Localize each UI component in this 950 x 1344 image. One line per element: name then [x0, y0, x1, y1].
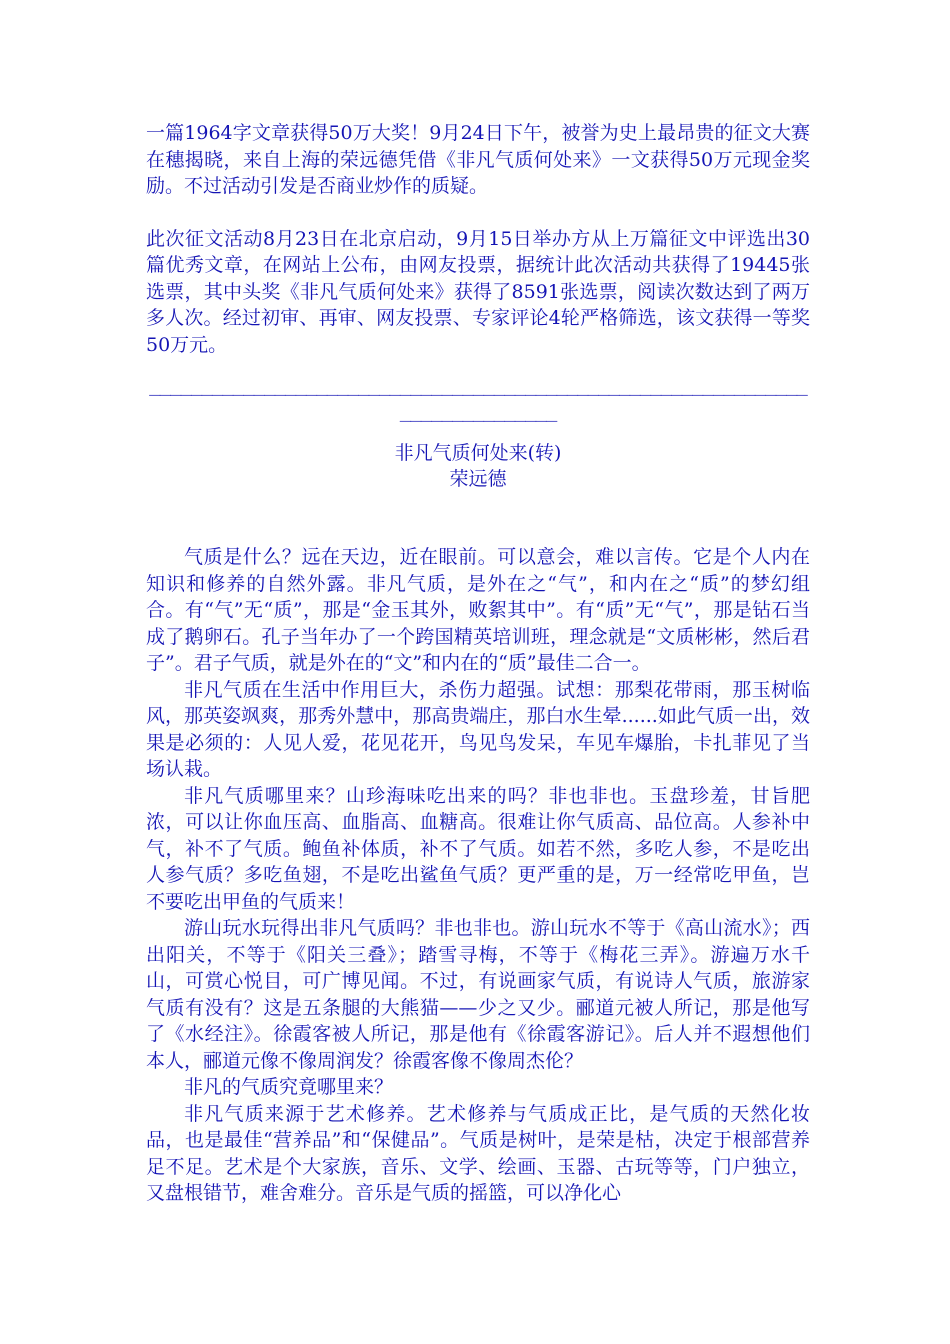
- article-paragraph: 气质是什么？远在天边，近在眼前。可以意会，难以言传。它是个人内在知识和修养的自然外露。非凡气质，是外在之“气”，和内在之“质”的梦幻组合。有“气”无“质”，那是“金玉其外，败絮其中”。有“质”无“气”，那是钻石当成了鹅卵石。孔子当年办了一个跨国精英培训班，理念就是“文质彬彬，然后君子”。君子气质，就是外在的“文”和内在的“质”最佳二合一。: [146, 546, 810, 674]
- separator-line: ______________________________________________________________________________: [149, 374, 807, 422]
- document-page: [146, 120, 810, 1207]
- article-body: [146, 544, 810, 1207]
- article-author: 荣远德: [449, 468, 507, 490]
- article-paragraph: 游山玩水玩得出非凡气质吗？非也非也。游山玩水不等于《高山流水》；西出阳关，不等于《阳关三叠》；踏雪寻梅，不等于《梅花三弄》。游遍万水千山，可赏心悦目，可广博见闻。不过，有说画家气质，有说诗人气质，旅游家气质有没有？这是五条腿的大熊猫——少之又少。郦道元被人所记，那是他写了《水经注》。徐霞客被人所记，那是他有《徐霞客游记》。后人并不遐想他们本人，郦道元像不像周润发？徐霞客像不像周杰伦？: [146, 917, 810, 1072]
- article-paragraph: 非凡的气质究竟哪里来？: [184, 1076, 394, 1098]
- intro-paragraph: 此次征文活动8月23日在北京启动，9月15日举办方从上万篇征文中评选出30篇优秀文章，在网站上公布，由网友投票，据统计此次活动共获得了19445张选票，其中头奖《非凡气质何处来》获得了8591张选票，阅读次数达到了两万多人次。经过初审、再审、网友投票、专家评论4轮严格筛选，该文获得一等奖50万元。: [146, 227, 810, 356]
- article-paragraph: 非凡气质来源于艺术修养。艺术修养与气质成正比，是气质的天然化妆品，也是最佳“营养品”和“保健品”。气质是树叶，是荣是枯，决定于根部营养足不足。艺术是个大家族，音乐、文学、绘画、玉器、古玩等等，门户独立，又盘根错节，难舍难分。音乐是气质的摇篮，可以净化心: [146, 1102, 810, 1204]
- article-title: 非凡气质何处来(转): [394, 442, 562, 464]
- article-paragraph: 非凡气质哪里来？山珍海味吃出来的吗？非也非也。玉盘珍羞，甘旨肥浓，可以让你血压高、血脂高、血糖高。很难让你气质高、品位高。人参补中气，补不了气质。鲍鱼补体质，补不了气质。如若不然，多吃人参，不是吃出人参气质？多吃鱼翅，不是吃出鲨鱼气质？更严重的是，万一经常吃甲鱼，岂不要吃出甲鱼的气质来！: [146, 784, 810, 913]
- intro-paragraph: 一篇1964字文章获得50万大奖！9月24日下午，被誉为史上最昂贵的征文大赛在穗揭晓，来自上海的荣远德凭借《非凡气质何处来》一文获得50万元现金奖励。不过活动引发是否商业炒作的质疑。: [146, 122, 810, 197]
- news-intro: [146, 120, 810, 358]
- article-paragraph: 非凡气质在生活中作用巨大，杀伤力超强。试想：那梨花带雨，那玉树临风，那英姿飒爽，那秀外慧中，那高贵端庄，那白水生晕......如此气质一出，效果是必须的：人见人爱，花见花开，鸟见鸟发呆，车见车爆胎，卡扎菲见了当场认栽。: [146, 678, 810, 780]
- article-heading: [146, 440, 810, 492]
